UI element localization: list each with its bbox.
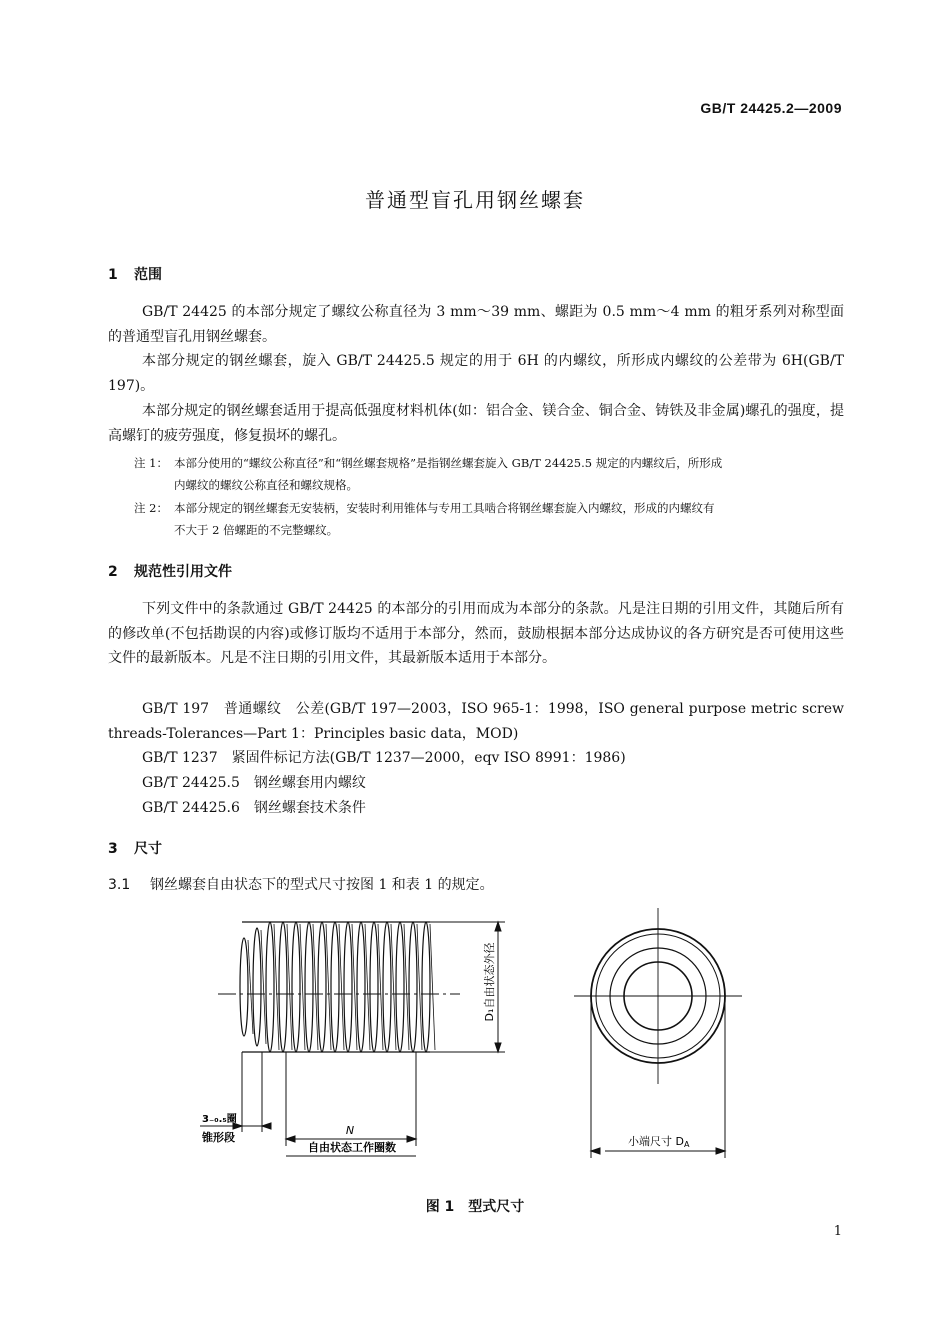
coil-helix-line	[430, 924, 435, 1050]
coil-helix-line	[300, 924, 305, 1050]
section-number: 2	[108, 564, 118, 580]
section-title: 规范性引用文件	[134, 564, 232, 580]
coil-windings	[240, 922, 435, 1052]
section-number: 1	[108, 267, 118, 283]
figure-caption: 图 1 型式尺寸	[425, 1199, 525, 1215]
label-free-working-coils: 自由状态工作圈数	[308, 1141, 396, 1154]
coil-helix-line	[417, 924, 422, 1050]
coil-winding	[422, 922, 430, 1052]
section-1-paragraph-3: 本部分规定的钢丝螺套适用于提高低强度材料机体(如：铝合金、镁合金、铜合金、铸铁及非金属)螺孔的强度，提高螺钉的疲劳强度，修复损坏的螺孔。	[108, 403, 844, 444]
coil-helix-line	[378, 924, 383, 1050]
coil-winding	[305, 922, 313, 1052]
coil-winding	[383, 922, 391, 1052]
coil-helix-line	[274, 924, 279, 1050]
coil-helix-line	[404, 924, 409, 1050]
label-small-end-size: 小端尺寸 DA	[628, 1135, 690, 1149]
coil-winding	[318, 922, 326, 1052]
note-1	[134, 452, 844, 496]
coil-helix-line	[261, 930, 266, 1044]
figure-1-drawing	[0, 900, 950, 1190]
note-label: 注 2：	[134, 501, 168, 515]
coil-winding	[331, 922, 339, 1052]
coil-helix-line	[248, 940, 253, 1034]
note-2	[134, 497, 844, 541]
section-number: 3	[108, 841, 118, 857]
coil-winding	[240, 938, 248, 1036]
coil-helix-line	[287, 924, 292, 1050]
note-text: 本部分规定的钢丝螺套无安装柄，安装时利用锥体与专用工具啮合将钢丝螺套旋入内螺纹，形成的内螺纹有	[174, 501, 715, 515]
coil-winding	[292, 922, 300, 1052]
note-text: 不大于 2 倍螺距的不完整螺纹。	[174, 523, 339, 537]
section-title: 尺寸	[134, 841, 162, 857]
section-1-paragraph-2: 本部分规定的钢丝螺套，旋入 GB/T 24425.5 规定的用于 6H 的内螺纹，所形成内螺纹的公差带为 6H(GB/T 197)。	[108, 353, 844, 394]
section-1-paragraph-1: GB/T 24425 的本部分规定了螺纹公称直径为 3 mm～39 mm、螺距为 0.5 mm～4 mm 的粗牙系列对称型面的普通型盲孔用钢丝螺套。	[108, 304, 844, 345]
label-taper-coils: 3₋₀.₅圈	[202, 1114, 237, 1125]
section-2-paragraph: 下列文件中的条款通过 GB/T 24425 的本部分的引用而成为本部分的条款。凡是注日期的引用文件，其随后所有的修改单(不包括勘误的内容)或修订版均不适用于本部分，然而，鼓励根据本部分达成协议的各方研究是否可使用这些文件的最新版本。凡是不注日期的引用文件，其最新版本适用于本部分。	[108, 601, 844, 666]
clause-text: 钢丝螺套自由状态下的型式尺寸按图 1 和表 1 的规定。	[150, 877, 494, 893]
label-taper-section: 锥形段	[202, 1131, 235, 1144]
clause-number: 3.1	[108, 877, 131, 893]
coil-winding	[409, 922, 417, 1052]
label-free-diameter: D₁自由状态外径	[483, 942, 496, 1022]
label-n: N	[345, 1124, 355, 1137]
coil-winding	[279, 922, 287, 1052]
coil-helix-line	[313, 924, 318, 1050]
clause-3-1	[108, 874, 494, 894]
page-number: 1	[833, 1224, 842, 1239]
coil-helix-line	[339, 924, 344, 1050]
coil-helix-line	[365, 924, 370, 1050]
page-title: 普通型盲孔用钢丝螺套	[365, 188, 585, 212]
coil-side-view	[218, 922, 460, 1052]
coil-winding	[370, 922, 378, 1052]
section-1-heading	[108, 264, 162, 284]
coil-helix-line	[326, 924, 331, 1050]
reference-gbt-24425-5: GB/T 24425.5 钢丝螺套用内螺纹	[142, 775, 366, 791]
section-3-heading	[108, 838, 162, 858]
note-label: 注 1：	[134, 456, 168, 470]
reference-gbt-24425-6: GB/T 24425.6 钢丝螺套技术条件	[142, 800, 366, 816]
coil-winding	[396, 922, 404, 1052]
coil-end-view	[574, 908, 742, 1158]
coil-helix-line	[352, 924, 357, 1050]
note-text: 内螺纹的螺纹公称直径和螺纹规格。	[174, 478, 358, 492]
note-text: 本部分使用的“螺纹公称直径”和“钢丝螺套规格”是指钢丝螺套旋入 GB/T 24425.5 规定的内螺纹后，所形成	[174, 456, 723, 470]
coil-winding	[344, 922, 352, 1052]
section-title: 范围	[134, 267, 162, 283]
coil-helix-line	[391, 924, 396, 1050]
reference-gbt-197: GB/T 197 普通螺纹 公差(GB/T 197—2003，ISO 965-1：1998，ISO general purpose metric screw threads-Tolerances—Part 1：Principles basic data，MOD)	[108, 701, 844, 742]
coil-winding	[357, 922, 365, 1052]
coil-winding	[266, 922, 274, 1052]
reference-gbt-1237: GB/T 1237 紧固件标记方法(GB/T 1237—2000，eqv ISO 8991：1986)	[142, 750, 626, 766]
standard-number: GB/T 24425.2—2009	[700, 100, 842, 116]
coil-winding	[253, 928, 261, 1046]
section-2-heading	[108, 561, 232, 581]
